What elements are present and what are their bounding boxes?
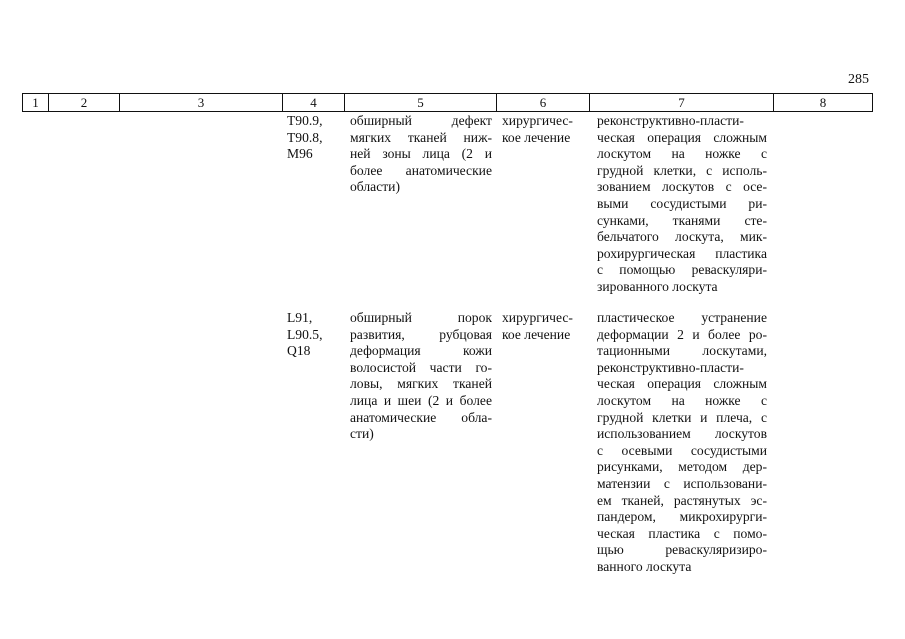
text-line: с осевыми сосудистыми [597,442,767,458]
text-line: сунками, тканями сте- [597,212,767,228]
text-line: реконструктивно-пласти- [597,113,744,128]
header-col-5: 5 [344,93,497,112]
text-line: T90.8, [287,129,323,145]
text-line: M96 [287,146,313,162]
text-line: лоскутом на ножке с [597,146,767,162]
text-line: матензии с использовани- [597,475,767,491]
row2-treatment-method [597,310,767,576]
page-number: 285 [848,72,869,87]
row1-icd-codes [287,113,343,163]
text-line: развития, рубцовая [350,326,492,342]
header-col-1: 1 [22,93,49,112]
text-line: лица и шеи (2 и более [350,392,492,408]
header-col-7: 7 [589,93,774,112]
row1-treatment-type [502,113,586,146]
text-line: кое лечение [502,129,571,145]
text-line: ванного лоскута [597,558,692,574]
text-line: Q18 [287,343,311,359]
text-line: пластическое устранение [597,310,767,325]
text-line: более анатомические [350,162,492,178]
row2-diagnosis [350,310,492,443]
header-col-6: 6 [496,93,590,112]
header-col-3: 3 [119,93,283,112]
text-line: ем тканей, растянутых эс- [597,492,767,508]
text-line: щью реваскуляризиро- [597,542,767,558]
text-line: деформация кожи [350,343,492,359]
text-line: обширный дефект [350,113,492,128]
text-line: волосистой части го- [350,359,492,375]
text-line: грудной клетки и плеча, с [597,409,767,425]
text-line: лоскутом на ножке с [597,392,767,408]
header-col-2: 2 [48,93,120,112]
text-line: мягких тканей ниж- [350,129,492,145]
text-line: хирургичес- [502,113,573,128]
text-line: с помощью реваскуляри- [597,262,767,278]
text-line: пандером, микрохирурги- [597,509,767,525]
text-line: выми сосудистыми ри- [597,195,767,211]
text-line: ловы, мягких тканей [350,376,492,392]
text-line: ней зоны лица (2 и [350,146,492,162]
text-line: анатомические обла- [350,409,492,425]
row1-treatment-method [597,113,767,296]
text-line: L90.5, [287,326,323,342]
row2-icd-codes [287,310,343,360]
header-col-4: 4 [282,93,345,112]
header-col-8: 8 [773,93,873,112]
text-line: ческая пластика с помо- [597,525,767,541]
row2-treatment-type [502,310,586,343]
text-line: T90.9, [287,113,323,128]
text-line: использованием лоскутов [597,426,767,442]
table-header-row [22,93,873,111]
text-line: бельчатого лоскута, мик- [597,229,767,245]
text-line: зированного лоскута [597,278,718,294]
text-line: грудной клетки, с исполь- [597,162,767,178]
text-line: ческая операция сложным [597,376,767,392]
text-line: тационными лоскутами, [597,343,767,359]
text-line: рохирургическая пластика [597,245,767,261]
text-line: области) [350,179,400,195]
text-line: хирургичес- [502,310,573,325]
text-line: деформации 2 и более ро- [597,326,767,342]
text-line: реконструктивно-пласти- [597,359,744,375]
text-line: обширный порок [350,310,492,325]
text-line: ческая операция сложным [597,129,767,145]
text-line: сти) [350,426,374,442]
row1-diagnosis [350,113,492,196]
text-line: зованием лоскутов с осе- [597,179,767,195]
text-line: L91, [287,310,313,325]
text-line: кое лечение [502,326,571,342]
text-line: рисунками, методом дер- [597,459,767,475]
